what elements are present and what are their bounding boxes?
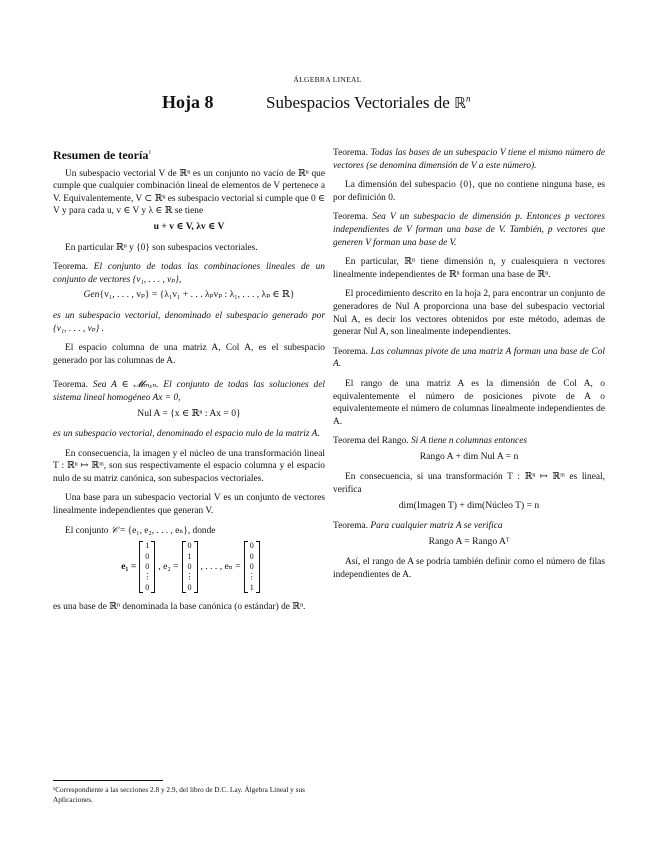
theorem-span <box>53 261 325 286</box>
theorem-label: Teorema. <box>333 212 368 223</box>
trivial-subspaces: En particular ℝⁿ y {0} son subespacios vectoriales. <box>65 242 258 253</box>
span-equation-body: {v₁, . . . , vₚ} = {λ₁v₁ + . . . λₚvₚ : λ₁, . . . , λₚ ∈ ℝ} <box>99 289 295 301</box>
footnote <box>53 780 325 805</box>
rank-nullity-equation: Rango A + dim Nul A = n <box>419 450 519 462</box>
sheet-subject-text: Subespacios Vectoriales de <box>266 93 455 112</box>
theorem-text: Sea V un subespacio de dimensión p. Entonces p vectores independientes de V forman una base de V. También, p vectores que generen V forman una base de V. <box>333 212 605 248</box>
theorem-pivot-columns <box>333 346 605 371</box>
vector-entry: 0 <box>145 562 150 572</box>
e2-vector <box>182 541 198 593</box>
theorem-label: Teorema. <box>333 346 368 357</box>
e1-vector <box>139 541 155 593</box>
vector-entry: 1 <box>187 551 192 561</box>
rn-dimension: En particular, ℝⁿ tiene dimensión n, y cualesquiera n vectores linealmente independientes de ℝⁿ forman una base de ℝⁿ. <box>333 257 605 280</box>
closure-equation: u + v ∈ V, λv ∈ V <box>153 220 225 232</box>
span-equation <box>53 289 325 302</box>
canonical-basis-statement: es una base de ℝⁿ denominada la base canónica (o estándar) de ℝⁿ. <box>53 602 306 613</box>
right-column <box>333 147 605 589</box>
theorem-text: Si A tiene n columnas entonces <box>410 436 528 447</box>
column-space-definition: El espacio columna de una matriz A, Col A, es el subespacio generado por las columnas de A. <box>53 343 325 366</box>
canonical-set-intro <box>53 525 325 538</box>
section-heading <box>53 147 325 162</box>
row-rank-remark: Así, el rango de A se podría también definir como el número de filas independientes de A. <box>333 557 605 581</box>
gen-operator: Gen <box>83 289 100 301</box>
canonical-intro-post: = {e₁, e₂, . . . , eₙ}, donde <box>117 525 216 536</box>
vector-entry: 0 <box>187 562 192 572</box>
theorem-label: Teorema. <box>333 148 368 158</box>
theorem-label: Teorema. <box>53 380 88 391</box>
null-basis-procedure: El procedimiento descrito en la hoja 2, para encontrar un conjunto de generadores de Nul A proporciona una base del subespacio vectorial Nul A, es decir los vectores obtenidos por este método, ademas de generar Nul A, son linealmente independientes. <box>333 289 605 338</box>
theorem-text: Las columnas pivote de una matriz A forman una base de Col A. <box>333 346 605 370</box>
sheet-number: Hoja 8 <box>162 92 214 112</box>
vector-entry: ⋮ <box>247 572 256 582</box>
vector-entry: 0 <box>145 551 150 561</box>
section-heading-text: Resumen de teoría <box>53 148 149 162</box>
canonical-set-symbol: 𝒞 <box>110 524 118 536</box>
vector-entry: 0 <box>187 541 192 551</box>
theorem-text: Para cualquier matriz A se verifica <box>370 521 503 532</box>
image-kernel-paragraph: En consecuencia, la imagen y el núcleo de una transformación lineal T : ℝⁿ ↦ ℝᵐ, son sus respectivamente el espacio columna y el espacio nulo de su matriz canónica, son subespacios vectoriales. <box>53 448 325 484</box>
theorem-label: Teorema del Rango. <box>333 436 409 447</box>
vector-entry: ⋮ <box>185 572 194 582</box>
running-header: ÁLGEBRA LINEAL <box>293 75 362 84</box>
en-vector <box>244 541 260 593</box>
vector-entry: 0 <box>249 541 254 551</box>
theorem-null-space <box>53 379 325 404</box>
theorem-text: Sea A ∈ 𝓜ₘₓₙ. El conjunto de todas las soluciones del sistema lineal homogéneo Ax = 0, <box>53 380 325 403</box>
footnote-rule <box>53 780 163 781</box>
sheet-subject <box>266 93 470 113</box>
theorem-dimension-basis <box>333 211 605 249</box>
vector-entry: 1 <box>145 541 150 551</box>
e2-label: , e₂ = <box>158 560 179 572</box>
left-column <box>53 147 325 621</box>
image-kernel-equation: dim(Imagen T) + dim(Núcleo T) = n <box>398 499 540 511</box>
theorem-label: Teorema. <box>53 262 88 273</box>
dimension-exponent: n <box>465 93 471 104</box>
vector-entry: 0 <box>249 562 254 572</box>
footnote-marker: 1 <box>148 150 152 156</box>
basis-definition: Una base para un subespacio vectorial V es un conjunto de vectores linealmente independientes que generan V. <box>53 493 325 517</box>
theorem-text: El conjunto de todas las combinaciones lineales de un conjunto de vectores {v₁, . . . , vₚ}, <box>53 262 325 285</box>
vector-entry: 0 <box>145 582 150 592</box>
canonical-intro-pre: El conjunto <box>65 525 111 536</box>
sheet-title <box>0 92 655 116</box>
en-label: , . . . , eₙ = <box>200 560 241 572</box>
vector-entry: 1 <box>249 582 254 592</box>
theorem-span-tail: es un subespacio vectorial, denominado el subespacio generado por {v₁, . . . , vₚ} . <box>53 310 325 334</box>
subspace-definition: Un subespacio vectorial V de ℝⁿ es un conjunto no vacío de ℝⁿ que cumple que cualquier combinación lineal de elementos de V pertenece a V. Equivalentemente, V ⊂ ℝⁿ es subespacio vectorial si cumple que 0 ∈ V y para cada u, v ∈ V y λ ∈ ℝ se tiene <box>53 168 325 217</box>
rank-transpose-equation: Rango A = Rango Aᵀ <box>428 535 510 547</box>
null-space-equation: Nul A = {x ∈ ℝⁿ : Ax = 0} <box>137 407 241 419</box>
rank-definition: El rango de una matriz A es la dimensión de Col A, o equivalentemente el número de posiciones pivote de A o equivalentemente el número de columnas linealmente independientes de A. <box>333 378 605 427</box>
reals-symbol: ℝ <box>454 94 466 112</box>
theorem-label: Teorema. <box>333 521 368 532</box>
vector-entry: 0 <box>187 582 192 592</box>
rank-theorem <box>333 435 605 448</box>
footnote-text: ¹Correspondiente a las secciones 2.8 y 2.9, del libro de D.C. Lay. Álgebra Lineal y sus Aplicaciones. <box>53 785 305 804</box>
theorem-null-space-tail: es un subespacio vectorial, denominado el espacio nulo de la matriz A. <box>53 429 320 440</box>
transformation-consequence: En consecuencia, si una transformación T : ℝⁿ ↦ ℝᵐ es lineal, verifica <box>333 472 605 496</box>
vector-entry: 0 <box>249 551 254 561</box>
vector-entry: ⋮ <box>143 572 152 582</box>
e1-label: e₁ = <box>121 560 137 572</box>
zero-dimension: La dimensión del subespacio {0}, que no contiene ninguna base, es por definición 0. <box>333 180 605 203</box>
theorem-bases-same-size <box>333 147 605 172</box>
theorem-rank-transpose <box>333 520 605 533</box>
canonical-vectors <box>53 541 325 593</box>
theorem-text: Todas las bases de un subespacio V tiene el mismo número de vectores (se denomina dimensión de V a este número). <box>333 148 605 171</box>
